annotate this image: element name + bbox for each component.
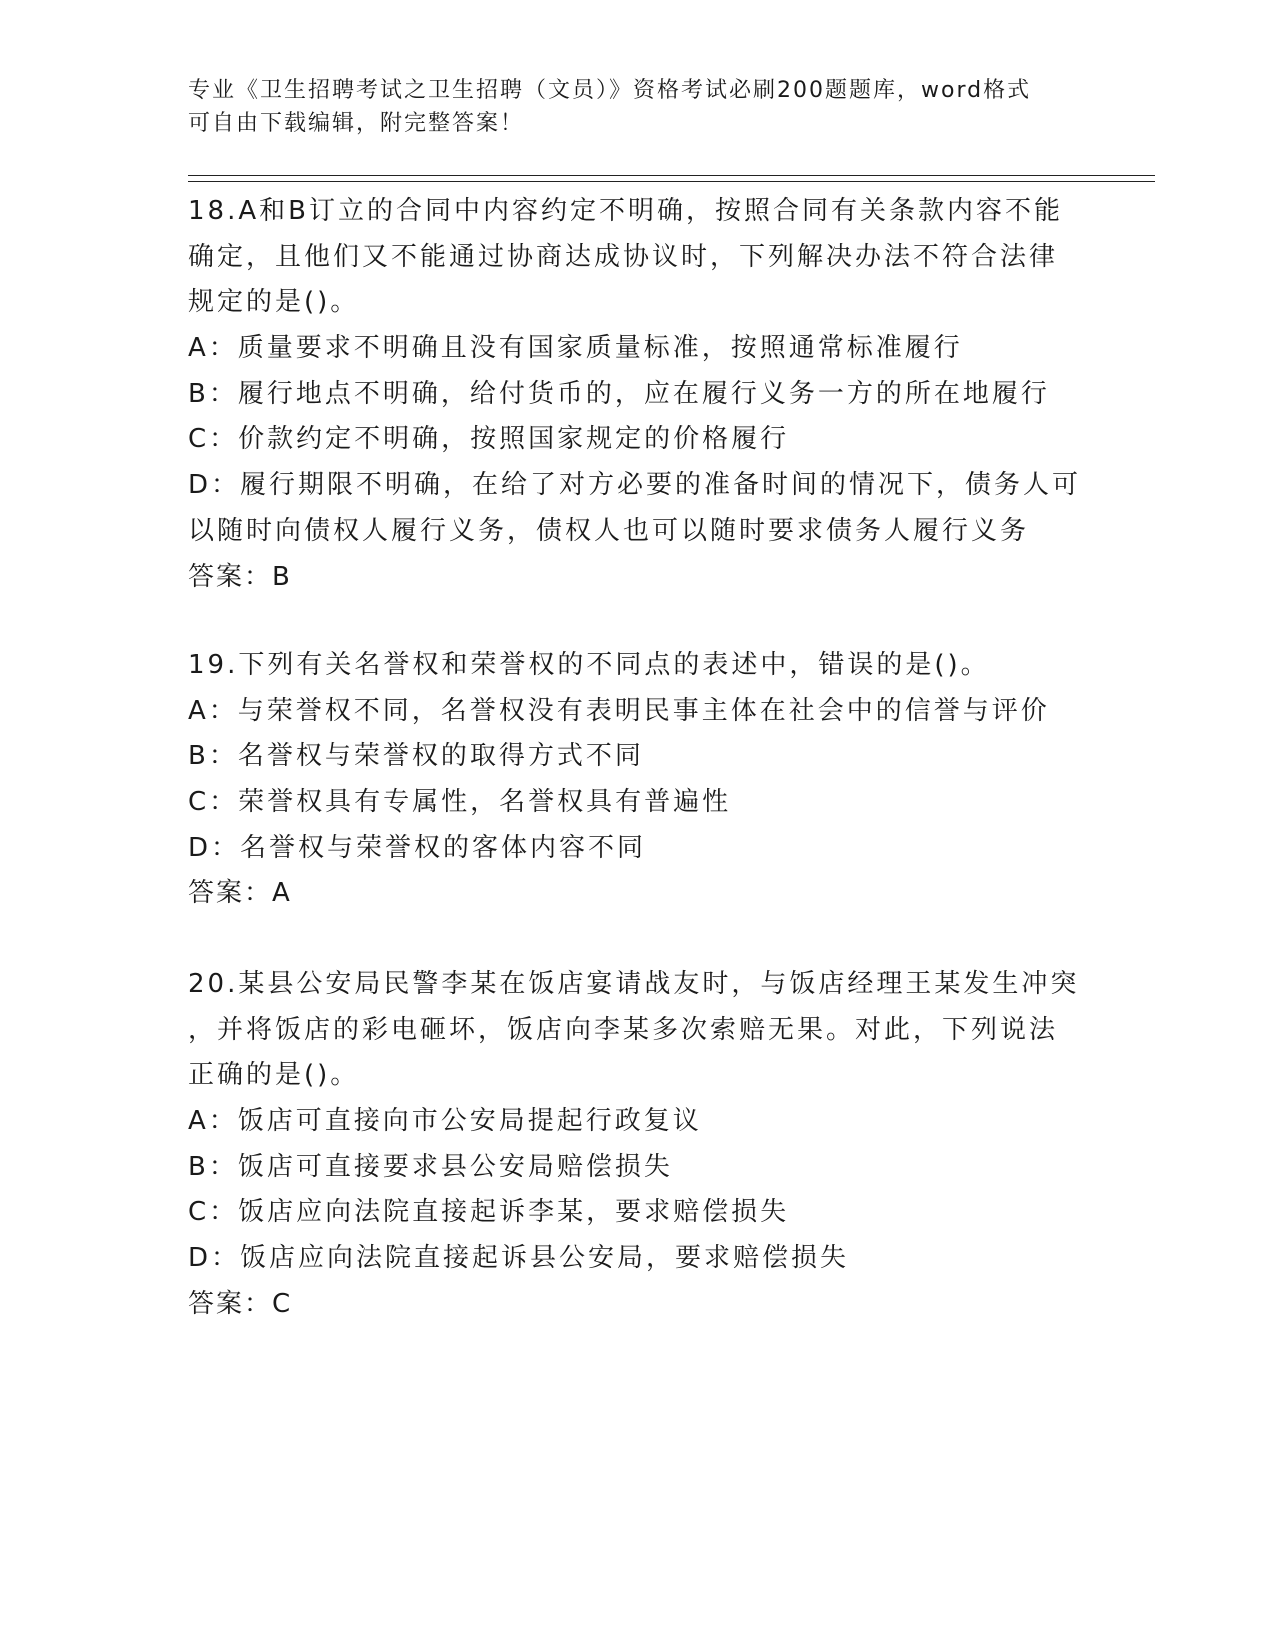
option-a: A：饭店可直接向市公安局提起行政复议 [188,1106,702,1137]
question-stem-line: 确定，且他们又不能通过协商达成协议时，下列解决办法不符合法律 [188,241,1059,272]
option-b: B：履行地点不明确，给付货币的，应在履行义务一方的所在地履行 [188,378,1050,409]
option-d-continued: 以随时向债权人履行义务，债权人也可以随时要求债务人履行义务 [188,515,1030,546]
answer-line: 答案：B [188,561,292,592]
option-d: D：名誉权与荣誉权的客体内容不同 [188,832,647,863]
question-18 [188,189,1082,600]
question-19 [188,643,1068,917]
option-c: C：荣誉权具有专属性，名誉权具有普遍性 [188,787,732,818]
header-line: 可自由下载编辑，附完整答案！ [188,111,525,136]
question-20 [188,962,1080,1328]
header-divider-top [188,175,1155,176]
option-b: B：名誉权与荣誉权的取得方式不同 [188,741,644,772]
option-a: A：与荣誉权不同，名誉权没有表明民事主体在社会中的信誉与评价 [188,695,1050,726]
question-stem-line: 20.某县公安局民警李某在饭店宴请战友时，与饭店经理王某发生冲突 [188,969,1080,999]
option-b: B：饭店可直接要求县公安局赔偿损失 [188,1151,673,1182]
header-divider-bottom [188,181,1155,182]
document-header [188,74,1068,140]
option-d: D：履行期限不明确，在给了对方必要的准备时间的情况下，债务人可 [188,470,1082,501]
header-line: 专业《卫生招聘考试之卫生招聘（文员）》资格考试必刷200题题库，word格式 [188,78,1032,103]
question-stem-line: 规定的是()。 [188,287,360,318]
option-d: D：饭店应向法院直接起诉县公安局，要求赔偿损失 [188,1243,850,1274]
answer-line: 答案：A [188,878,292,909]
option-a: A：质量要求不明确且没有国家质量标准，按照通常标准履行 [188,333,963,364]
answer-line: 答案：C [188,1288,293,1319]
option-c: C：饭店应向法院直接起诉李某，要求赔偿损失 [188,1197,790,1228]
question-stem-line: 19.下列有关名誉权和荣誉权的不同点的表述中，错误的是()。 [188,650,990,680]
question-stem-line: 正确的是()。 [188,1060,360,1091]
question-stem-line: ，并将饭店的彩电砸坏，饭店向李某多次索赔无果。对此，下列说法 [188,1014,1059,1045]
question-stem-line: 18.A和B订立的合同中内容约定不明确，按照合同有关条款内容不能 [188,196,1063,226]
option-c: C：价款约定不明确，按照国家规定的价格履行 [188,424,790,455]
